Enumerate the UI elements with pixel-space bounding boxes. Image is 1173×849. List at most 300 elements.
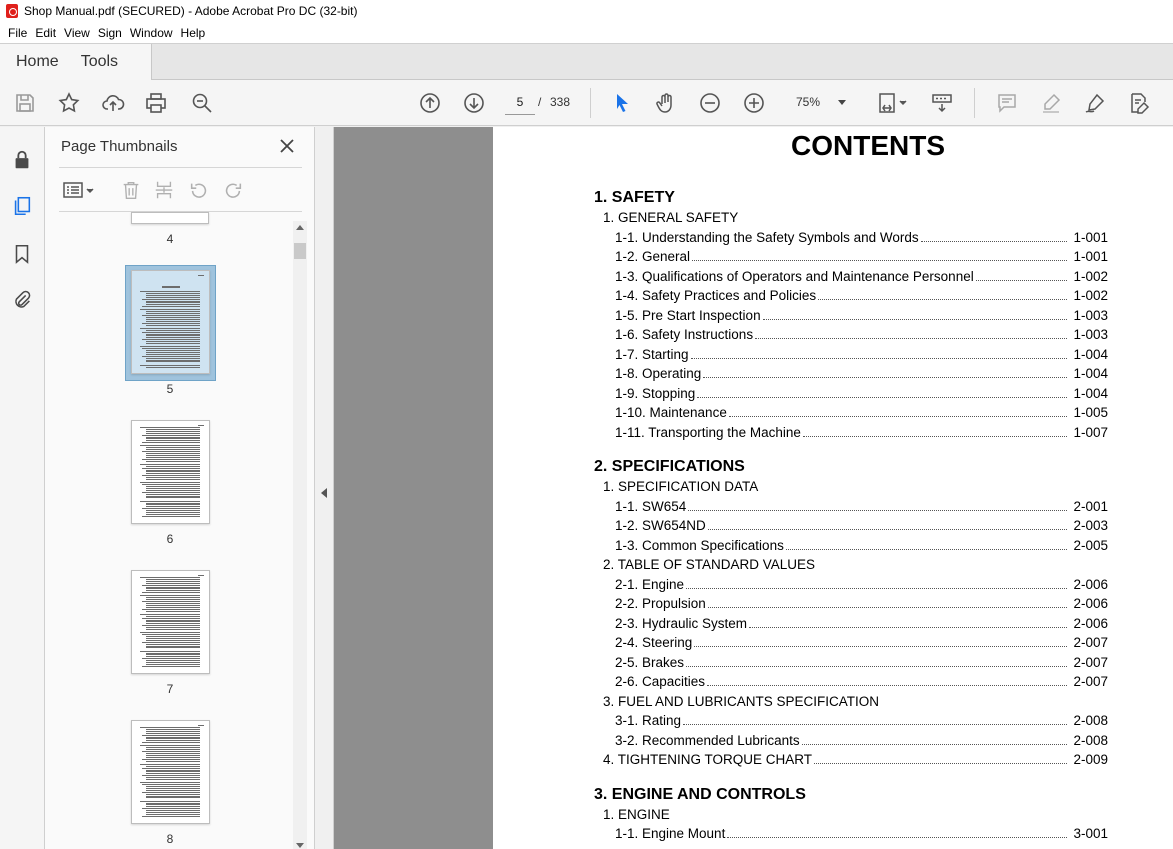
toc-leader-dots xyxy=(729,407,1068,417)
total-pages: 338 xyxy=(550,95,571,109)
thumbnail-text-line xyxy=(142,609,200,610)
thumbnail-text-line xyxy=(142,625,200,626)
thumbnail-text-line xyxy=(146,790,200,791)
options-menu-icon xyxy=(62,180,96,200)
thumbnail-text-line xyxy=(146,479,200,480)
thumbnail-text-line xyxy=(146,334,200,335)
thumbnail-text-line xyxy=(142,492,200,493)
toc-leader-dots xyxy=(686,657,1067,667)
toc-entry-page: 2-006 xyxy=(1073,615,1108,631)
menu-file[interactable]: File xyxy=(8,25,28,40)
lock-icon xyxy=(11,149,33,171)
thumbnail-text-line xyxy=(146,636,200,637)
thumbnail-text-line xyxy=(146,794,200,795)
page-display-button[interactable] xyxy=(872,89,912,117)
pen-sign-icon xyxy=(1083,91,1107,115)
toc-leader-dots xyxy=(814,754,1067,764)
thumbnail-text-line xyxy=(146,803,200,804)
thumbnail-text-line xyxy=(140,427,200,428)
thumbnail-text-line xyxy=(146,731,200,732)
tab-group xyxy=(0,44,152,80)
plus-circle-icon xyxy=(742,91,766,115)
toc-entry-page: 1-004 xyxy=(1073,385,1108,401)
thumbnail-text-line xyxy=(146,455,200,456)
toc-section-heading: 2. SPECIFICATIONS xyxy=(594,458,745,475)
scrollbar-thumb[interactable] xyxy=(294,243,306,259)
thumbnail-text-line xyxy=(142,585,200,586)
thumbnail-text-line xyxy=(142,516,200,517)
keyboard-scroll-icon xyxy=(930,91,954,115)
toc-entry-label: 1-5. Pre Start Inspection xyxy=(615,307,761,323)
thumbnail-text-line xyxy=(146,646,200,647)
thumbnail-text-line xyxy=(142,508,200,509)
thumbnail-text-line xyxy=(142,339,200,340)
thumbnail-text-line xyxy=(146,616,200,617)
toc-leader-dots xyxy=(802,735,1068,745)
cursor-arrow-icon xyxy=(610,91,634,115)
trash-icon xyxy=(120,179,142,201)
previous-page-button[interactable] xyxy=(416,89,444,117)
thumbnail-text-line xyxy=(140,764,200,765)
toc-entry-label: 2-4. Steering xyxy=(615,635,693,650)
thumbnail-text-line xyxy=(146,627,200,628)
next-page-button[interactable] xyxy=(460,89,488,117)
thumbnail-text-line xyxy=(146,488,200,489)
toc-entry xyxy=(615,425,1108,443)
toc-entry xyxy=(615,269,1108,287)
toc-leader-dots xyxy=(692,251,1067,261)
thumbnail-text-line xyxy=(142,775,200,776)
thumbnail-text-line xyxy=(146,588,200,589)
toc-entry xyxy=(615,366,1108,384)
thumbnail-text-line xyxy=(142,315,200,316)
panel-splitter[interactable] xyxy=(315,127,334,849)
thumbnail-text-line xyxy=(146,429,200,430)
scroll-mode-button[interactable] xyxy=(928,89,956,117)
thumbnail-label: 4 xyxy=(166,232,174,246)
toc-entry-label: 1-4. Safety Practices and Policies xyxy=(615,288,817,303)
toc-entry xyxy=(615,826,1108,844)
thumbnail-text-line xyxy=(146,737,200,738)
pages-icon xyxy=(11,195,33,217)
hand-icon xyxy=(654,91,678,115)
thumbnail-text-line xyxy=(142,592,200,593)
toolbar-divider xyxy=(590,88,591,118)
thumbnail-text-line xyxy=(146,654,200,655)
thumbnail-label: 7 xyxy=(166,682,174,696)
toc-leader-dots xyxy=(708,598,1068,608)
thumbnail-text-line xyxy=(146,766,200,767)
toc-entry-page: 2-006 xyxy=(1073,576,1108,592)
toc-leader-dots xyxy=(749,618,1067,628)
fill-sign-button[interactable] xyxy=(1081,89,1109,117)
toc-entry-label: 2-3. Hydraulic System xyxy=(615,615,748,631)
toc-entry-label: 1-7. Starting xyxy=(615,346,689,362)
thumbnail-page-5[interactable] xyxy=(131,270,210,374)
thumbnail-text-line xyxy=(146,607,200,608)
thumbnail-label: 5 xyxy=(166,382,174,396)
toc-entry-label: 1-11. Transporting the Machine xyxy=(615,424,801,440)
toc-entry-label: 2-2. Propulsion xyxy=(615,596,706,611)
thumbnail-text-line xyxy=(146,311,200,312)
thumbnail-text-line xyxy=(142,484,200,485)
thumbnail-text-line xyxy=(140,614,200,615)
close-panel-button[interactable] xyxy=(277,136,297,156)
toc-entry-page: 2-006 xyxy=(1073,596,1108,611)
thumbnail-text-line xyxy=(140,745,200,746)
thumbnail-text-line xyxy=(146,473,200,474)
toc-entry xyxy=(615,347,1108,365)
toolbar-divider xyxy=(974,88,975,118)
rotate-left-button[interactable] xyxy=(186,177,212,203)
thumbnail-text-line xyxy=(146,431,200,432)
thumbnail-text-line xyxy=(146,747,200,748)
thumbnail-label: 8 xyxy=(166,832,174,846)
thumbnail-text-line xyxy=(142,356,200,357)
acrobat-logo-icon xyxy=(6,4,18,18)
toc-entry-label: 4. TIGHTENING TORQUE CHART xyxy=(603,752,813,767)
thumbnail-text-line xyxy=(146,629,200,630)
toc-entry xyxy=(615,230,1108,248)
toc-entry xyxy=(603,752,1108,770)
thumbnail-text-line xyxy=(146,664,200,665)
upload-button[interactable] xyxy=(99,89,127,117)
toc-entry xyxy=(615,577,1108,595)
toc-leader-dots xyxy=(686,579,1067,589)
scroll-down-icon[interactable] xyxy=(296,843,304,848)
thumbnail-text-line xyxy=(142,306,200,307)
toc-entry-label: 1-1. Understanding the Safety Symbols and Words xyxy=(615,229,919,245)
thumbnail-text-line xyxy=(146,361,200,362)
toc-subsection-heading: 1. SPECIFICATION DATA xyxy=(603,479,759,494)
thumbnail-text-line xyxy=(142,735,200,736)
thumbnail-text-line xyxy=(140,464,200,465)
thumbnail-text-line xyxy=(142,475,200,476)
toc-subsection-heading: 3. FUEL AND LUBRICANTS SPECIFICATION xyxy=(603,693,880,709)
current-page-input[interactable]: 5 xyxy=(505,91,535,115)
toc-entry-label: 1-8. Operating xyxy=(615,366,702,381)
page-fit-icon xyxy=(876,91,908,115)
thumbnail-page-4[interactable] xyxy=(131,212,209,224)
toc-entry-label: 1-1. Engine Mount xyxy=(615,826,726,841)
toc-entry-page: 1-002 xyxy=(1073,288,1108,303)
bookmark-star-button[interactable] xyxy=(55,89,83,117)
zoom-out-button[interactable] xyxy=(696,89,724,117)
toc-entry xyxy=(615,405,1108,423)
toc-leader-dots xyxy=(707,676,1067,686)
thumbnail-text-line xyxy=(146,797,200,798)
thumbnail-text-line xyxy=(146,295,200,296)
thumbnail-options-button[interactable] xyxy=(59,177,99,203)
thumbnail-text-line xyxy=(146,733,200,734)
contents-title: CONTENTS xyxy=(791,130,945,161)
toc-leader-dots xyxy=(818,290,1067,300)
thumbnail-text-line xyxy=(140,365,200,366)
menu-help[interactable]: Help xyxy=(180,25,206,40)
thumbnail-label: 6 xyxy=(166,532,174,546)
thumbnail-page-6[interactable] xyxy=(131,420,210,524)
thumbnail-text-line xyxy=(146,755,200,756)
thumbnail-text-line xyxy=(146,341,200,342)
thumbnail-text-line xyxy=(198,725,204,726)
insert-page-icon xyxy=(153,179,175,201)
toc-entry xyxy=(615,499,1108,517)
print-button[interactable] xyxy=(142,89,170,117)
menu-sign[interactable]: Sign xyxy=(97,25,122,40)
security-button[interactable] xyxy=(9,147,35,173)
collapse-panel-icon[interactable] xyxy=(321,488,327,498)
thumbnail-text-line xyxy=(146,738,200,739)
thumbnail-text-line xyxy=(146,506,200,507)
thumbnail-page-8[interactable] xyxy=(131,720,210,824)
thumbnail-text-line xyxy=(146,638,200,639)
highlight-button[interactable] xyxy=(1037,89,1065,117)
thumbnail-text-line xyxy=(146,330,200,331)
thumbnail-text-line xyxy=(146,466,200,467)
toc-entry-label: 1-9. Stopping xyxy=(615,385,696,401)
panel-title: Page Thumbnails xyxy=(61,138,178,155)
comment-icon xyxy=(995,91,1019,115)
tab-tools[interactable]: Tools xyxy=(80,53,119,70)
toc-subsection-heading: 1. ENGINE xyxy=(603,806,670,822)
thumbnail-text-line xyxy=(146,623,200,624)
rotate-right-icon xyxy=(222,179,244,201)
toc-entry xyxy=(615,288,1108,306)
toc-entry xyxy=(615,616,1108,634)
thumbnail-text-line xyxy=(146,358,200,359)
scroll-up-icon[interactable] xyxy=(296,225,304,230)
toc-leader-dots xyxy=(697,388,1067,398)
menu-view[interactable]: View xyxy=(64,25,90,40)
hand-tool-button[interactable] xyxy=(652,89,680,117)
toc-entry-page: 2-003 xyxy=(1073,518,1108,533)
thumbnail-text-line xyxy=(146,449,200,450)
thumbnail-text-line xyxy=(146,611,200,612)
thumbnail-text-line xyxy=(142,792,200,793)
document-viewport[interactable] xyxy=(334,127,1173,849)
thumbnail-text-line xyxy=(142,658,200,659)
select-tool-button[interactable] xyxy=(608,89,636,117)
thumbnail-text-line xyxy=(146,740,200,741)
bookmarks-button[interactable] xyxy=(9,241,35,267)
menu-edit[interactable]: Edit xyxy=(35,25,57,40)
toc-entry xyxy=(615,674,1108,692)
menu-window[interactable]: Window xyxy=(129,25,173,40)
thumbnail-text-line xyxy=(142,618,200,619)
thumbnail-text-line xyxy=(142,442,200,443)
toc-entry-label: 2-1. Engine xyxy=(615,576,685,592)
toc-leader-dots xyxy=(763,310,1068,320)
thumbnail-text-line xyxy=(146,337,200,338)
thumbnail-text-line xyxy=(146,486,200,487)
thumbnail-text-line xyxy=(142,634,200,635)
toc-entry xyxy=(615,386,1108,404)
thumbnail-text-line xyxy=(142,751,200,752)
toc-entry-label: 1-1. SW654 xyxy=(615,498,687,514)
thumbnail-text-line xyxy=(142,601,200,602)
thumbnail-text-line xyxy=(142,808,200,809)
thumbnail-text-line xyxy=(140,651,200,652)
thumbnail-text-line xyxy=(198,575,204,576)
thumbnail-text-line xyxy=(146,753,200,754)
toc-entry-page: 1-002 xyxy=(1073,268,1108,284)
toc-leader-dots xyxy=(727,828,1067,838)
thumbnail-text-line xyxy=(146,757,200,758)
page-separator: / xyxy=(538,95,542,109)
edit-pdf-button[interactable] xyxy=(1125,89,1153,117)
toc-entry-page: 2-007 xyxy=(1073,654,1108,670)
toc-entry-page: 2-009 xyxy=(1073,752,1108,767)
thumbnail-text-line xyxy=(142,642,200,643)
save-icon xyxy=(13,91,37,115)
thumbnail-text-line xyxy=(146,647,200,648)
toc-entry xyxy=(615,308,1108,326)
attachments-button[interactable] xyxy=(9,287,35,313)
toc-leader-dots xyxy=(683,715,1067,725)
thumbnail-text-line xyxy=(146,321,200,322)
toc-leader-dots xyxy=(786,540,1068,550)
thumbnail-text-line xyxy=(146,350,200,351)
toc-section-heading: 1. SAFETY xyxy=(594,189,675,206)
toc-leader-dots xyxy=(688,501,1067,511)
toc-entry-label: 2-6. Capacities xyxy=(615,674,706,689)
thumbnail-text-line xyxy=(146,313,200,314)
thumbnail-text-line xyxy=(146,302,200,303)
close-icon xyxy=(277,136,297,156)
thumbnail-text-line xyxy=(140,482,200,483)
main-toolbar xyxy=(0,80,1173,126)
thumbnail-text-line xyxy=(140,309,200,310)
thumbnail-text-line xyxy=(198,425,204,426)
thumbnail-text-line xyxy=(140,577,200,578)
thumbnail-text-line xyxy=(146,301,200,302)
bookmark-icon xyxy=(11,243,33,265)
find-button[interactable] xyxy=(188,89,216,117)
zoom-in-button[interactable] xyxy=(740,89,768,117)
delete-pages-button[interactable] xyxy=(118,177,144,203)
save-button[interactable] xyxy=(11,89,39,117)
panel-divider xyxy=(59,167,302,168)
toc-entry xyxy=(615,327,1108,345)
search-icon xyxy=(190,91,214,115)
thumbnail-text-line xyxy=(146,729,200,730)
toc-entry-page: 2-008 xyxy=(1073,732,1108,748)
tab-home[interactable]: Home xyxy=(16,53,59,70)
page-thumbnails-panel xyxy=(45,127,315,849)
toc-entry-page: 3-001 xyxy=(1073,826,1108,841)
thumbnail-text-line xyxy=(146,512,200,513)
thumbnail-text-line xyxy=(146,810,200,811)
thumbnail-text-line xyxy=(146,587,200,588)
thumbnail-text-line xyxy=(146,503,200,504)
thumbnail-text-line xyxy=(142,666,200,667)
toc-leader-dots xyxy=(976,271,1068,281)
thumbnail-text-line xyxy=(142,435,200,436)
thumbnail-text-line xyxy=(142,323,200,324)
edit-document-icon xyxy=(1127,91,1151,115)
tab-bar xyxy=(0,43,1173,80)
thumbnail-text-line xyxy=(146,599,200,600)
thumbnail-text-line xyxy=(146,579,200,580)
toc-entry xyxy=(615,733,1108,751)
thumbnail-text-line xyxy=(146,319,200,320)
title-bar xyxy=(0,0,1173,22)
arrow-up-circle-icon xyxy=(418,91,442,115)
thumbnail-text-line xyxy=(146,621,200,622)
thumbnail-text-line xyxy=(146,494,200,495)
thumbnail-text-line xyxy=(146,656,200,657)
thumbnail-text-line xyxy=(146,453,200,454)
thumbnail-text-line xyxy=(146,437,200,438)
thumbnail-text-line xyxy=(146,590,200,591)
toc-entry-label: 1-10. Maintenance xyxy=(615,405,727,420)
thumbnail-text-line xyxy=(140,801,200,802)
thumbnail-text-line xyxy=(146,470,200,471)
toc-leader-dots xyxy=(755,329,1067,339)
thumbnail-text-line xyxy=(146,605,200,606)
toc-section-heading: 3. ENGINE AND CONTROLS xyxy=(594,785,806,803)
thumbnail-text-line xyxy=(146,597,200,598)
thumbnail-text-line xyxy=(142,332,200,333)
thumbnail-text-line xyxy=(146,804,200,805)
thumbnail-scrollbar[interactable] xyxy=(293,221,307,849)
thumbnail-text-line xyxy=(146,660,200,661)
comment-button[interactable] xyxy=(993,89,1021,117)
thumbnail-text-line xyxy=(146,510,200,511)
thumbnail-text-line xyxy=(140,782,200,783)
paperclip-icon xyxy=(11,289,33,311)
thumbnail-text-line xyxy=(146,496,200,497)
toc-entry-page: 1-007 xyxy=(1073,424,1108,440)
thumbnail-text-line xyxy=(146,583,200,584)
toc-entry-page: 2-005 xyxy=(1073,537,1108,553)
thumbnail-text-line xyxy=(146,293,200,294)
printer-icon xyxy=(144,91,168,115)
thumbnail-text-line xyxy=(140,346,200,347)
thumbnail-text-line xyxy=(162,286,180,288)
thumbnail-text-line xyxy=(140,445,200,446)
toc-leader-dots xyxy=(691,349,1068,359)
thumbnail-text-line xyxy=(146,812,200,813)
thumbnail-text-line xyxy=(146,304,200,305)
rotate-right-button[interactable] xyxy=(220,177,246,203)
toc-entry-page: 1-001 xyxy=(1073,249,1108,264)
thumbnail-page-7[interactable] xyxy=(131,570,210,674)
toc-entry xyxy=(615,655,1108,673)
thumbnail-text-line xyxy=(146,433,200,434)
menu-bar xyxy=(0,22,1173,43)
thumbnail-text-line xyxy=(146,335,200,336)
toc-entry xyxy=(615,249,1108,267)
toc-entry xyxy=(615,635,1108,653)
insert-page-button[interactable] xyxy=(151,177,177,203)
toc-entry-page: 1-004 xyxy=(1073,366,1108,381)
navigation-rail xyxy=(0,127,45,849)
thumbnail-text-line xyxy=(146,603,200,604)
toc-entry-page: 1-003 xyxy=(1073,327,1108,342)
highlighter-icon xyxy=(1039,91,1063,115)
thumbnail-text-line xyxy=(146,749,200,750)
cloud-upload-icon xyxy=(101,91,125,115)
page-thumbnails-button[interactable] xyxy=(9,193,35,219)
thumbnail-text-line xyxy=(140,291,200,292)
arrow-down-circle-icon xyxy=(462,91,486,115)
zoom-dropdown[interactable] xyxy=(786,91,852,115)
thumbnail-text-line xyxy=(146,814,200,815)
thumbnail-text-line xyxy=(146,317,200,318)
thumbnail-text-line xyxy=(146,644,200,645)
thumbnail-text-line xyxy=(142,451,200,452)
